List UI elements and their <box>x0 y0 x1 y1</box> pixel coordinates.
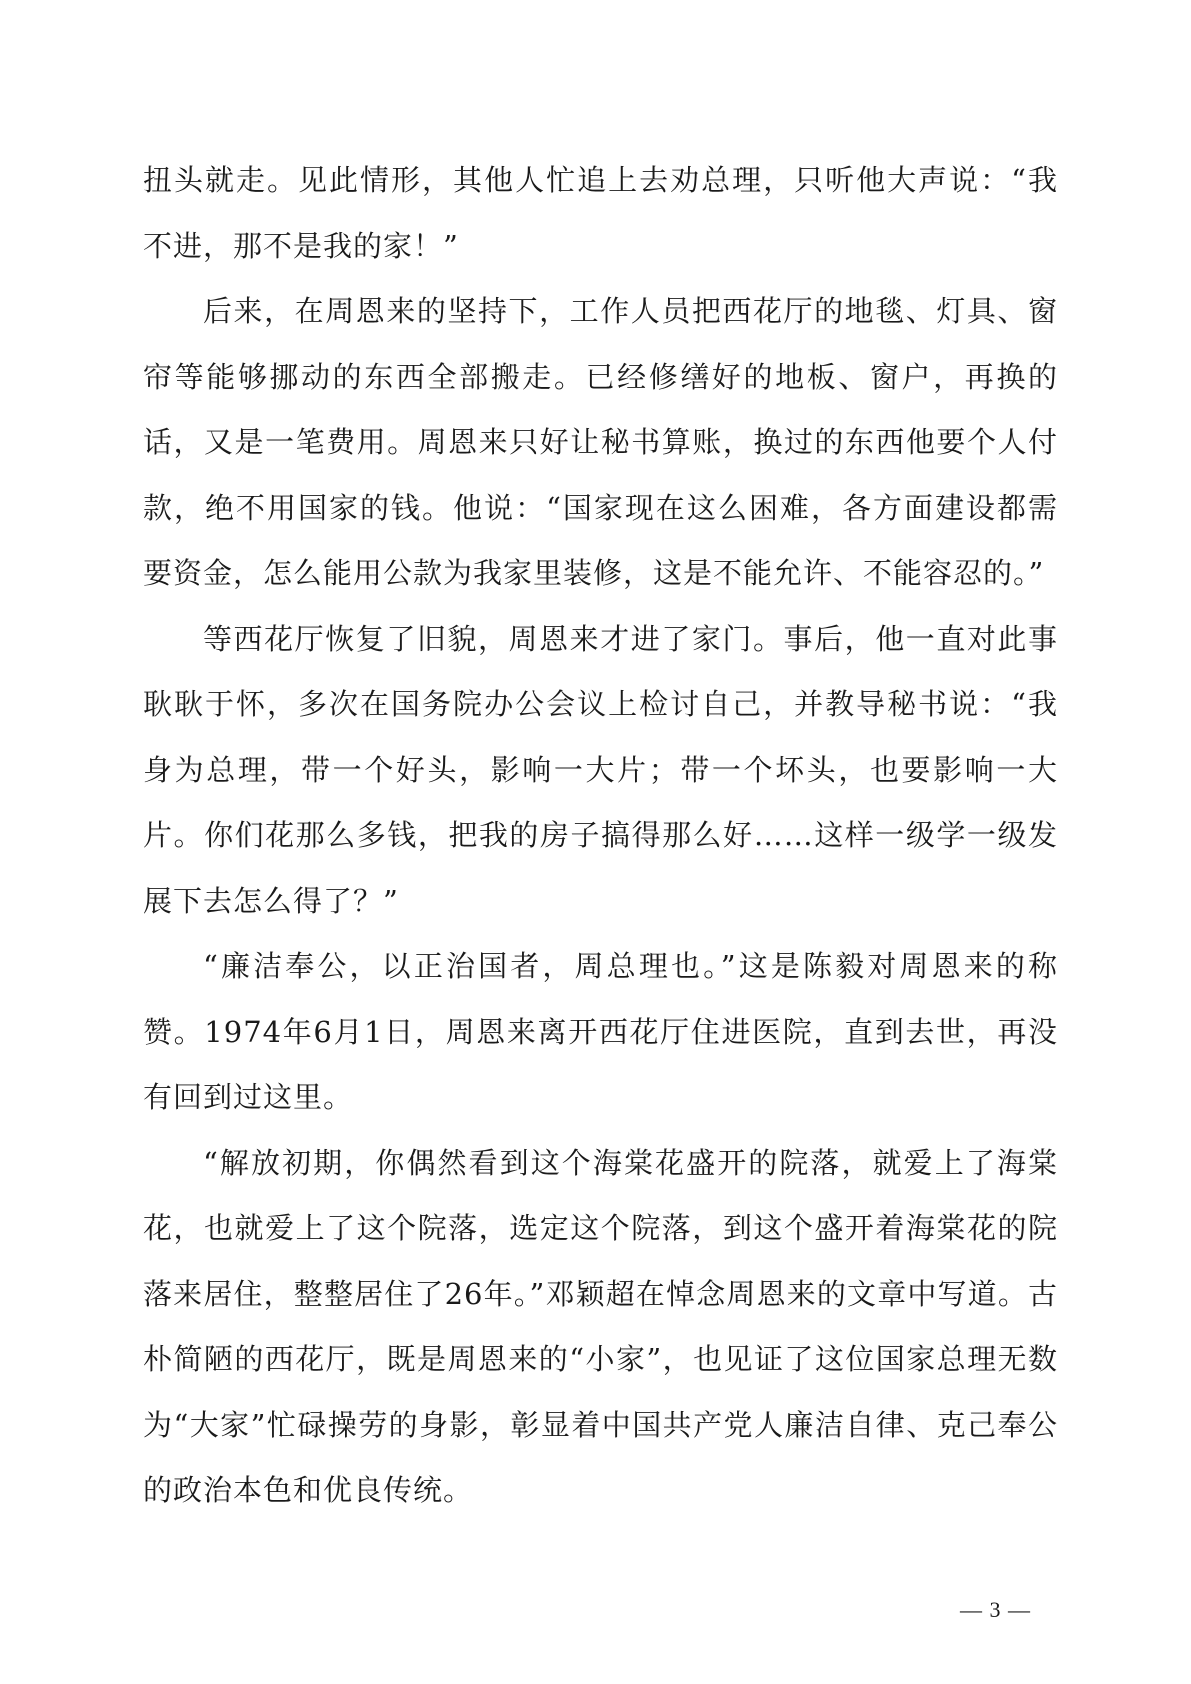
paragraph-continuation: 扭头就走。见此情形，其他人忙追上去劝总理，只听他大声说：“我不进，那不是我的家！” <box>143 163 1058 263</box>
page-number: — 3 — <box>960 1597 1031 1622</box>
paragraph-deng-yingchao-quote: “解放初期，你偶然看到这个海棠花盛开的院落，就爱上了海棠花，也就爱上了这个院落，选定这个院落，到这个盛开着海棠花的院落来居住，整整居住了26年。”邓颖超在悼念周恩来的文章中写道。古朴简陋的西花厅，既是周恩来的“小家”，也见证了这位国家总理无数为“大家”忙碌操劳的身影，彰显着中国共产党人廉洁自律、克己奉公的政治本色和优良传统。 <box>143 1145 1058 1507</box>
body-text <box>143 148 1058 1524</box>
paragraph-renovation-removal: 后来，在周恩来的坚持下，工作人员把西花厅的地毯、灯具、窗帘等能够挪动的东西全部搬走。已经修缮好的地板、窗户，再换的话，又是一笔费用。周恩来只好让秘书算账，换过的东西他要个人付款，绝不用国家的钱。他说：“国家现在这么困难，各方面建设都需要资金，怎么能用公款为我家里装修，这是不能允许、不能容忍的。” <box>143 294 1058 590</box>
paragraph-chen-yi-praise: “廉洁奉公，以正治国者，周总理也。”这是陈毅对周恩来的称赞。1974年6月1日，周恩来离开西花厅住进医院，直到去世，再没有回到过这里。 <box>143 949 1058 1114</box>
paragraph-self-criticism: 等西花厅恢复了旧貌，周恩来才进了家门。事后，他一直对此事耿耿于怀，多次在国务院办公会议上检讨自己，并教导秘书说：“我身为总理，带一个好头，影响一大片；带一个坏头，也要影响一大片。你们花那么多钱，把我的房子搞得那么好……这样一级学一级发展下去怎么得了？” <box>143 621 1058 918</box>
